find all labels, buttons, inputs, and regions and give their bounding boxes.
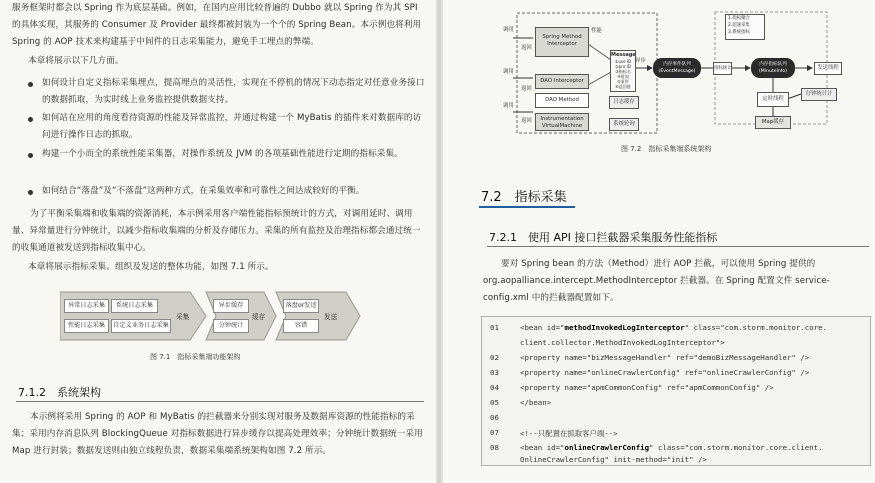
bullet-item: 如何结合“落盘”及“不落盘”这两种方式，在采集效率和可靠性之间达成较好的平衡。 <box>42 186 365 196</box>
fig71-box: 异常日志采集 <box>64 299 109 313</box>
lead-sentence: 本章将展示以下几方面。 <box>28 56 124 66</box>
paragraph-aop: 要对 Spring bean 的方法（Method）进行 AOP 拦截，可以使用 Spring 提供的 org.aopalliance.intercept.MethodInterceptor 拦截器。在 Spring 配置文件 service-config.xml 中的拦截器配置如下。 <box>483 259 830 303</box>
line-number: 01 <box>490 323 499 332</box>
fig72-instrumentation: Instrumentation VirtualMachine <box>535 113 589 131</box>
paragraph-architecture: 本示例将采用 Spring 的 AOP 和 MyBatis 的拦截器来分别实现对服务及数据库资源的性能指标的采集；采用内存消息队列 BlockingQueue 对指标数据进行异步缓存以提高处理效率；分钟统计数据统一采用 Map 进行封装；数据发送则由独立线程负责，数据采集端系统架构如图 7.2 所示。 <box>12 412 423 456</box>
code-line: </bean> <box>520 398 552 407</box>
bullet-item: 如何站在应用的角度看待资源的性能及异常监控，并通过构建一个 MyBatis 的插件来对数据库的访问进行操作日志的抓取。 <box>42 113 422 140</box>
fig72-log-cache: 日志缓存 <box>609 96 639 109</box>
code-line: <property name="onlineCrawlerConfig" ref="onlineCrawlerConfig" /> <box>520 368 810 377</box>
intro-paragraph: 服务框架时都会以 Spring 作为底层基础。例如，在国内应用比较普遍的 Dubbo 就以 Spring 作为其 SPI 的具体实现，其服务的 Consumer 及 Provider 最终都被封装为一个个的 Spring Bean。本示例也将利用 Spring 的 AOP 技术来构建基于中间件的日志采集能力，避免手工埋点的弊端。 <box>12 3 422 47</box>
bullet-item: 构建一个小而全的系统性能采集器，对操作系统及 JVM 的各项基础性能进行定期的指标采集。 <box>42 149 403 159</box>
fig71-label: 缓存 <box>252 313 266 321</box>
fig72-event-queue: 内存事件队列 (EventMessage) <box>653 58 701 78</box>
fig72-call-label: 调用 <box>503 103 514 109</box>
paragraph-balance: 为了平衡采集端和收集端的资源消耗，本示例采用客户端性能指标预统计的方式，对调用延时、调用量、异常量进行分钟统计，以减少指标收集端的分析及存储压力。采集的所有监控及治理指标都会通过统一的收集通道被发送到指标收集中心。 <box>12 209 421 253</box>
left-page <box>0 0 436 483</box>
fig72-timer-thread: 定时线程 <box>757 92 789 107</box>
fig72-notes: 1.指标聚合 2.超速采集 3.系统指标 <box>725 14 765 40</box>
bullet-item: 如何设计自定义指标采集埋点，提高埋点的灵活性，实现在不停机的情况下动态指定对任意业务接口的数据抓取，为实时线上业务监控提供数据支持。 <box>42 78 425 105</box>
fig72-return-label: 返回 <box>521 118 532 124</box>
code-line: <property name="bizMessageHandler" ref="demoBizMessageHandler" /> <box>520 353 810 362</box>
line-number: 07 <box>490 428 499 437</box>
fig72-minute-queue: 内存指标队列 (MinuteInfo) <box>751 58 795 78</box>
code-line: <bean id="methodInvokedLogInterceptor" class="com.storm.monitor.core. <box>520 323 828 332</box>
fig72-send-thread: 发送线程 <box>814 62 842 75</box>
fig72-call-label: 调用 <box>503 69 514 75</box>
fig72-stat-process: 指标统计 <box>713 62 732 75</box>
line-number: 08 <box>490 443 499 452</box>
code-line: <bean id="onlineCrawlerConfig" class="com.storm.monitor.core.client. <box>520 443 823 452</box>
bullet-dot <box>28 190 33 195</box>
fig72-message-box: Message ①use ID ②pro ID ③指标名 ④时间 ⑤事件 ⑥返回值 <box>610 50 636 92</box>
fig72-system-poll: 系统轮询 <box>609 118 639 131</box>
section-underline <box>16 401 424 402</box>
chapter-section-heading: 7.2 指标采集 <box>481 190 567 205</box>
fig71-box: 容错 <box>283 319 319 333</box>
heading-underline <box>479 206 575 208</box>
fig71-box: 性能日志采集 <box>64 319 109 333</box>
bullet-dot <box>28 117 33 122</box>
code-line: client.collector.MethodInvokedLogInterceptor"> <box>520 338 725 347</box>
fig71-box: 分钟统计 <box>213 319 249 333</box>
bullet-dot <box>28 153 33 158</box>
line-number: 06 <box>490 413 499 422</box>
fig72-return-label: 返回 <box>521 45 532 51</box>
page-gutter <box>436 0 443 483</box>
line-number: 04 <box>490 383 499 392</box>
fig72-return-label: 返回 <box>521 86 532 92</box>
fig71-box: 自定义业务日志采集 <box>111 319 171 333</box>
fig71-caption: 图 7.1 指标采集端功能架构 <box>150 353 241 361</box>
line-number: 02 <box>490 353 499 362</box>
fig71-label: 发送 <box>324 313 338 321</box>
subsection-heading: 7.2.1 使用 API 接口拦截器采集服务性能指标 <box>489 231 718 244</box>
fig71-label: 采集 <box>176 313 190 321</box>
fig72-call-label: 调用 <box>503 27 514 33</box>
code-block <box>481 316 871 466</box>
line-number: 03 <box>490 368 499 377</box>
fig72-perf-label: 性能 <box>591 28 602 34</box>
fig72-caption: 图 7.2 指标采集端系统架构 <box>621 145 712 153</box>
paragraph-fig-ref: 本章将展示指标采集、组织及发送的整体功能，如图 7.1 所示。 <box>28 262 274 272</box>
fig71-box: 落盘or发送 <box>283 299 319 313</box>
line-number: 05 <box>490 398 499 407</box>
code-line: <!--只配置在抓取客户端--> <box>520 429 618 438</box>
fig72-dao-method: DAO Method <box>535 93 589 108</box>
subsection-underline <box>487 246 869 247</box>
fig71-box: 系统日志采集 <box>111 299 158 313</box>
bullet-dot <box>28 82 33 87</box>
code-line: <property name="apmCommonConfig" ref="apmCommonConfig" /> <box>520 383 774 392</box>
fig72-spring-interceptor: Spring Method Interceptor <box>535 27 589 57</box>
fig71-box: 异步缓存 <box>213 299 249 313</box>
fig72-async-label: 异步 <box>635 58 646 64</box>
fig71-arrows <box>60 290 364 342</box>
fig72-minute-stat: 分钟统计计 <box>801 88 837 101</box>
fig72-map-cache: Map缓存 <box>755 116 791 129</box>
code-line: OnlineCrawlerConfig" init-method="init" /> <box>520 455 707 464</box>
right-page <box>443 0 875 483</box>
fig72-dao-interceptor: DAO Interceptor <box>535 74 589 89</box>
section-heading: 7.1.2 系统架构 <box>18 386 101 399</box>
